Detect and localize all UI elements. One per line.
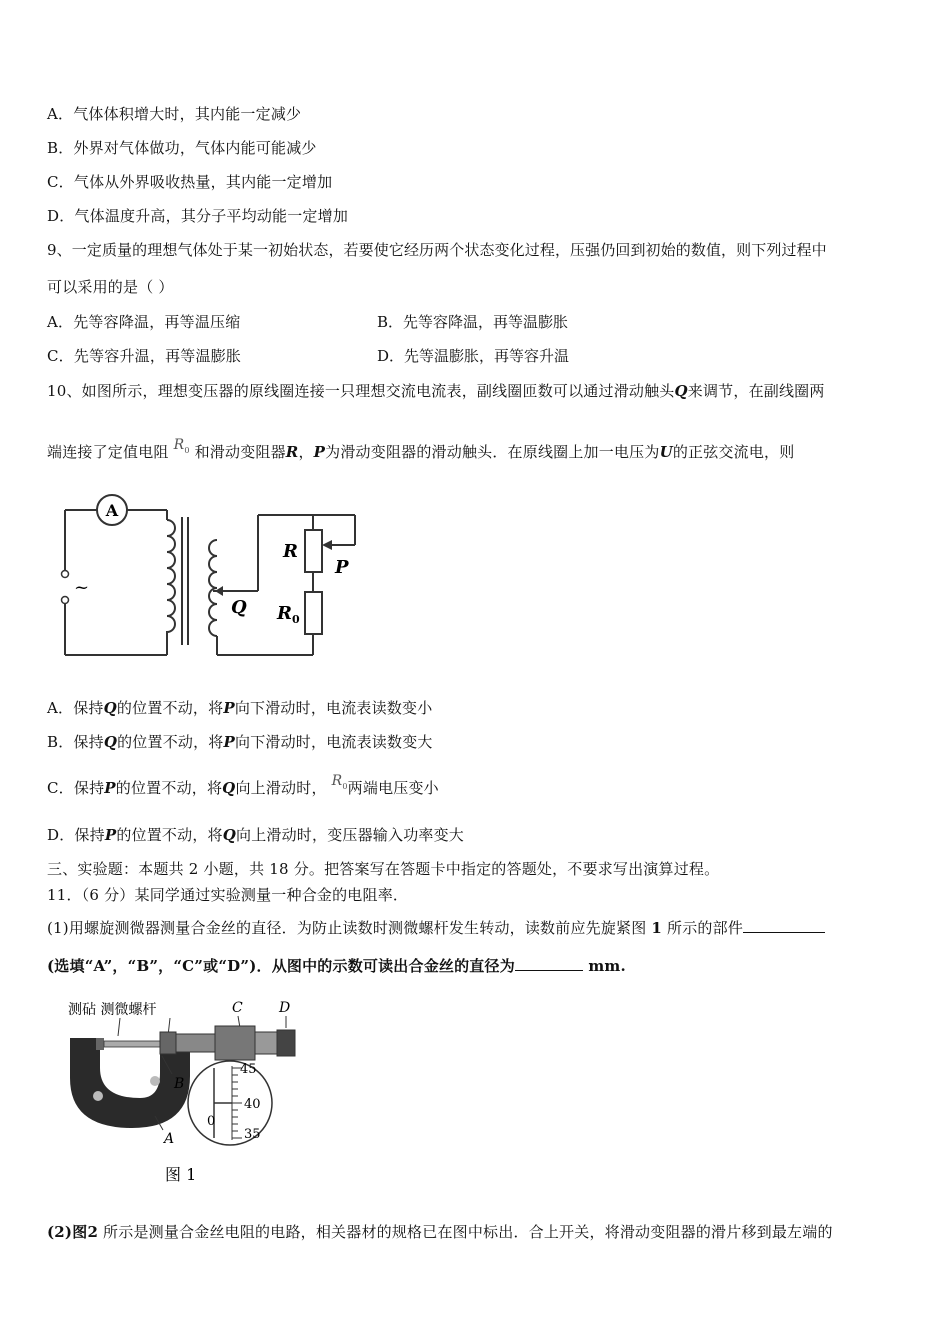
q9-stem-line1: 9、一定质量的理想气体处于某一初始状态，若要使它经历两个状态变化过程，压强仍回到初始的数值，则下列过程中 — [47, 241, 827, 259]
q10-stem-line2: 端连接了定值电阻 $R_0$ 和滑动变阻器R，P为滑动变阻器的滑动触头．在原线圈上加一电压为U的正弦交流电，则 — [47, 437, 795, 461]
q8-option-c: C．气体从外界吸收热量，其内能一定增加 — [47, 173, 333, 191]
q11-part2-line1: (2)图2 所示是测量合金丝电阻的电路，相关器材的规格已在图中标出．合上开关，将滑动变阻器的滑片移到最左端的 — [47, 1223, 833, 1241]
scale-0: 0 — [207, 1114, 216, 1129]
q8-option-a: A．气体体积增大时，其内能一定减少 — [47, 105, 302, 123]
label-a: A — [164, 1131, 175, 1147]
q10-stem-text: 和滑动变阻器 — [194, 443, 286, 461]
q9-stem-line2: 可以采用的是（ ） — [47, 278, 174, 296]
q10-option-b: B．保持Q的位置不动，将P向下滑动时，电流表读数变大 — [47, 733, 433, 751]
q10-option-c: C．保持P的位置不动，将Q向上滑动时， $R_0$两端电压变小 — [47, 773, 439, 797]
answer-blank-diameter[interactable] — [515, 956, 583, 971]
figure-caption: 图 1 — [165, 1165, 197, 1184]
label-r0: $R_0$ — [277, 603, 300, 626]
label-d: D — [279, 1000, 291, 1016]
q10-stem-text: 的正弦交流电，则 — [672, 443, 795, 461]
label-b: B — [174, 1076, 185, 1092]
symbol-p: P — [313, 443, 326, 461]
micrometer-figure — [60, 988, 310, 1188]
q8-option-b: B．外界对气体做功，气体内能可能减少 — [47, 139, 317, 157]
q10-stem-text: 10、如图所示，理想变压器的原线圈连接一只理想交流电流表，副线圈匝数可以通过滑动触头 — [47, 382, 675, 400]
q9-option-b: B．先等容降温，再等温膨胀 — [377, 313, 569, 331]
symbol-q: Q — [674, 382, 688, 400]
symbol-r0: $R_0$ — [331, 773, 348, 791]
q9-option-d: D．先等温膨胀，再等容升温 — [377, 347, 570, 365]
q8-option-d: D．气体温度升高，其分子平均动能一定增加 — [47, 207, 349, 225]
symbol-r0: $R_0$ — [173, 437, 190, 455]
scale-45: 45 — [240, 1062, 257, 1077]
label-r: R — [283, 541, 298, 562]
q10-option-d: D．保持P的位置不动，将Q向上滑动时，变压器输入功率变大 — [47, 826, 465, 844]
transformer-circuit-figure — [55, 485, 375, 665]
q10-stem-text: 为滑动变阻器的滑动触头．在原线圈上加一电压为 — [325, 443, 660, 461]
q9-option-c: C．先等容升温，再等温膨胀 — [47, 347, 242, 365]
ac-source-icon: ~ — [74, 577, 90, 598]
symbol-r: R — [285, 443, 299, 461]
label-p: P — [335, 557, 349, 578]
anvil-spindle-label: 测砧 测微螺杆 — [68, 1002, 157, 1018]
q9-option-a: A．先等容降温，再等温压缩 — [47, 313, 241, 331]
ammeter-label: A — [105, 501, 119, 520]
answer-blank-part[interactable] — [743, 918, 825, 933]
q10-stem-text: 来调节，在副线圈两 — [687, 382, 825, 400]
q11-part1-line1: (1)用螺旋测微器测量合金丝的直径．为防止读数时测微螺杆发生转动，读数前应先旋紧图 1 所示的部件 — [47, 917, 825, 938]
section3-heading: 三、实验题：本题共 2 小题，共 18 分。把答案写在答题卡中指定的答题处，不要求写出演算过程。 — [47, 860, 720, 878]
q11-stem: 11．（6 分）某同学通过实验测量一种合金的电阻率． — [47, 886, 409, 904]
q10-stem-text: 端连接了定值电阻 — [47, 443, 169, 461]
q11-part1-line2: (选填“A”，“B”，“C”或“D”)．从图中的示数可读出合金丝的直径为 mm. — [47, 957, 626, 975]
label-c: C — [232, 1000, 243, 1016]
q10-stem-line1 — [47, 380, 825, 401]
symbol-u: U — [659, 443, 673, 461]
q10-option-a: A．保持Q的位置不动，将P向下滑动时，电流表读数变小 — [47, 699, 433, 717]
scale-40: 40 — [244, 1097, 261, 1112]
scale-35: 35 — [244, 1127, 261, 1142]
label-q: Q — [231, 597, 247, 618]
